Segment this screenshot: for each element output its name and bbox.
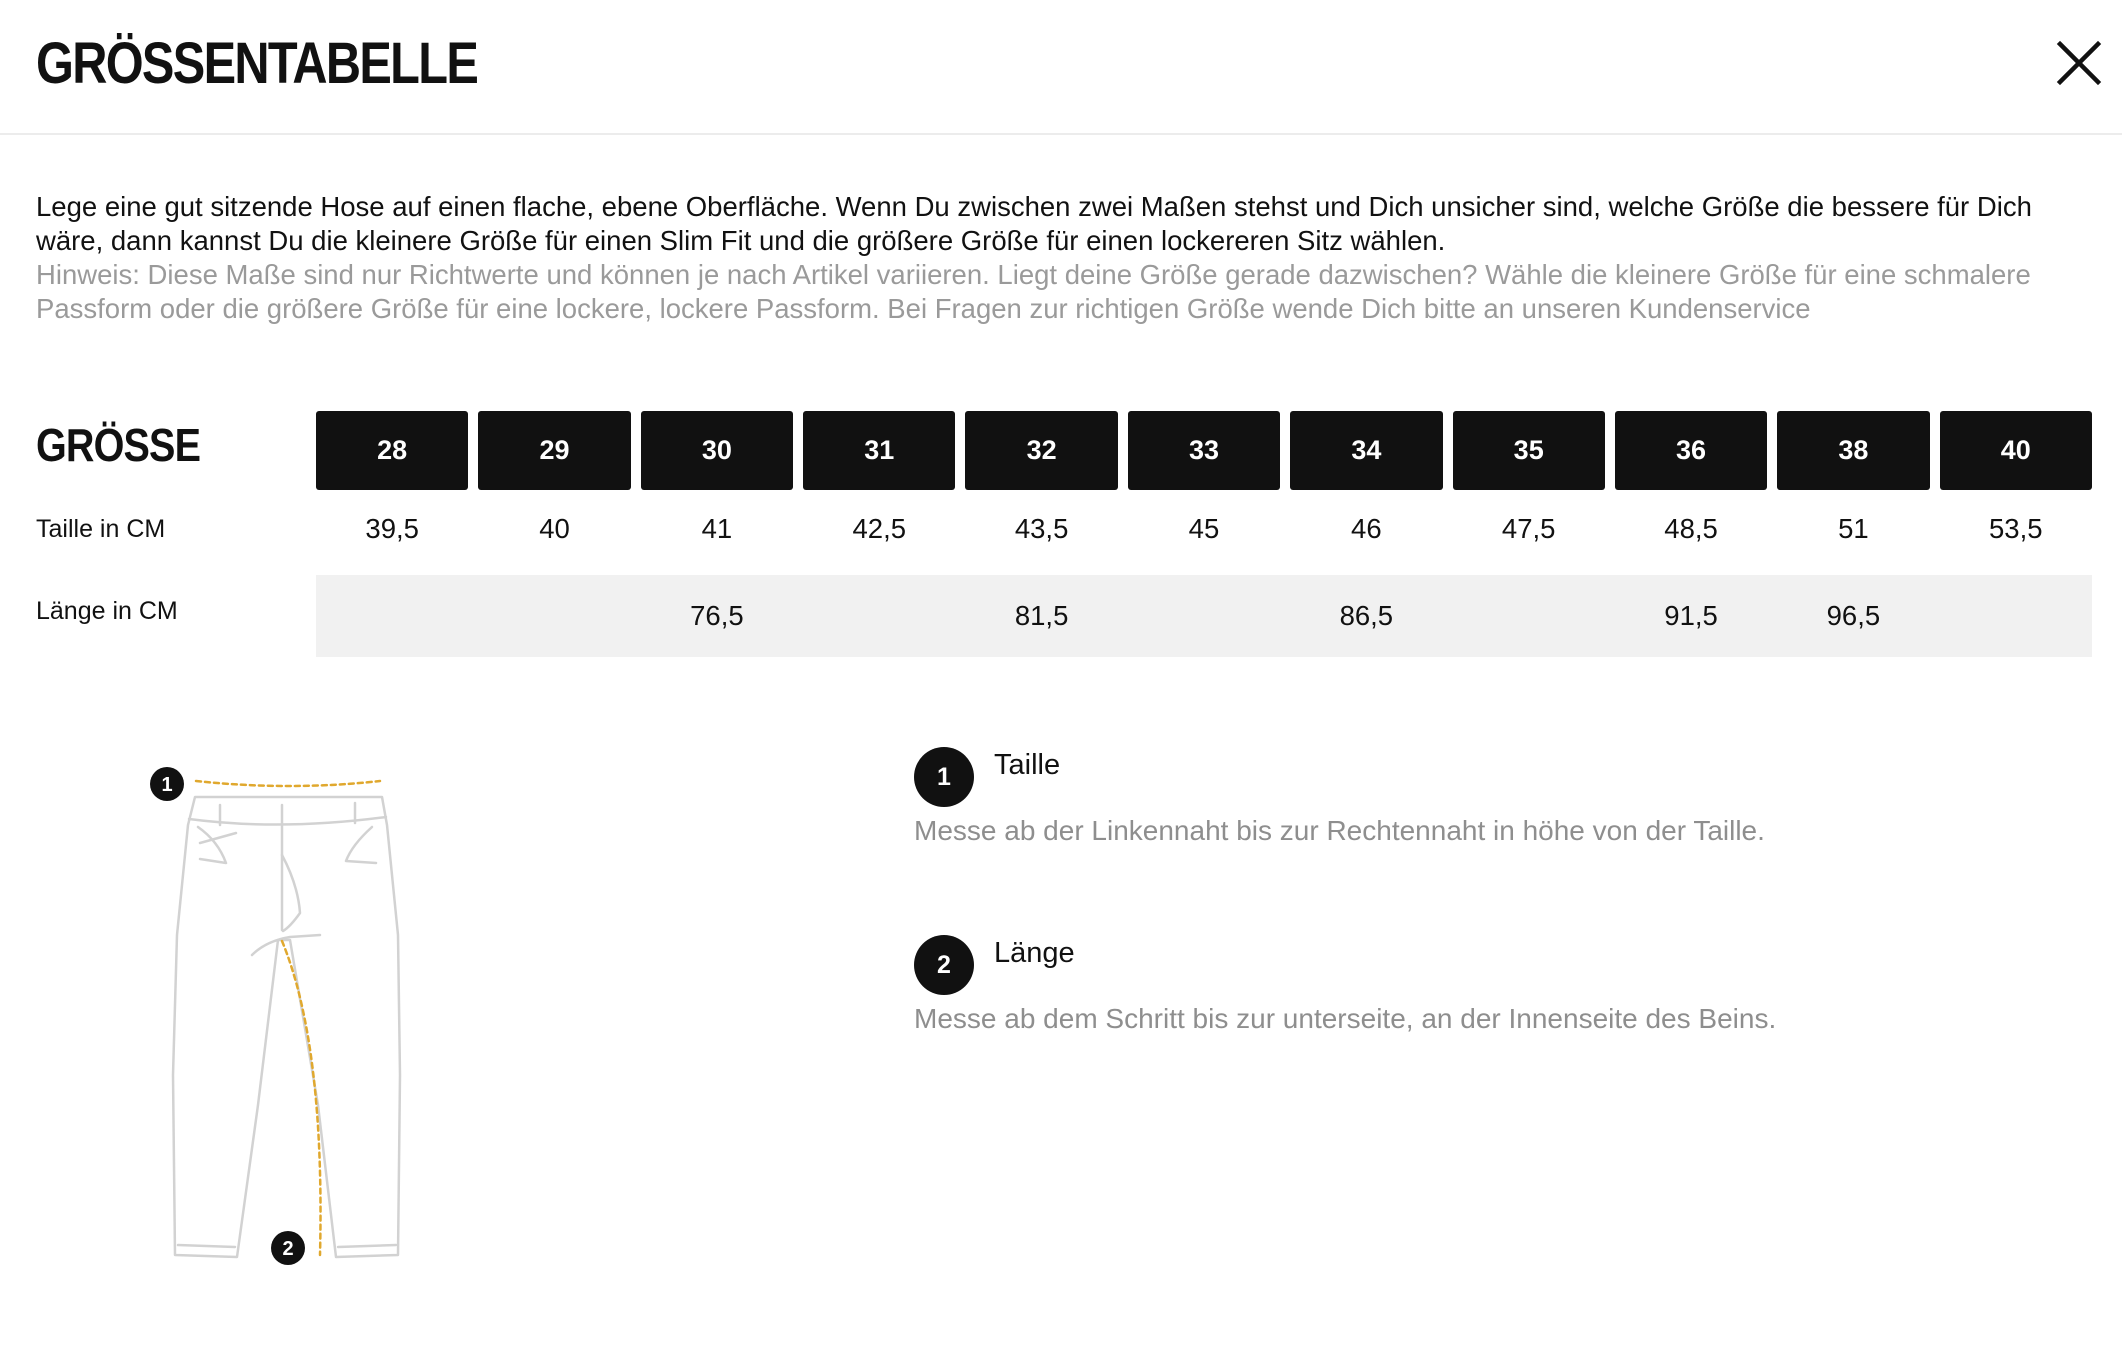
size-cell-31: 31 [803,411,955,490]
intro-text [36,190,2096,326]
table-cell [316,575,468,657]
waist-guide-line [196,781,380,786]
table-cell: 51 [1838,513,1869,544]
waist-row [316,488,2092,570]
svg-text:2: 2 [282,1238,294,1260]
length-guide-line [282,941,321,1255]
table-cell: 43,5 [1014,513,1069,544]
size-cell-36: 36 [1615,411,1767,490]
size-cell-30: 30 [641,411,793,490]
size-cell-34: 34 [1290,411,1442,490]
table-cell [1128,575,1280,657]
modal-header [0,0,2122,135]
jeans-measurement-illustration [140,745,440,1275]
size-cell-29: 29 [478,411,630,490]
table-cell: 40 [539,513,570,544]
table-cell: 46 [1351,513,1382,544]
length-row-label: Länge in CM [36,597,178,625]
intro-lead: Lege eine gut sitzende Hose auf einen flache, ebene Oberfläche. Wenn Du zwischen zwei Maßen stehst und Dich unsicher sind, welche Größe die bessere für Dich wäre, dann kannst Du die kleinere Größe für einen Slim Fit und die größere Größe für einen lockereren Sitz wählen. [36,191,2032,256]
table-cell: 81,5 [1014,600,1069,631]
table-cell: 48,5 [1664,513,1718,544]
length-marker [271,1231,305,1265]
size-cell-38: 38 [1777,411,1929,490]
close-button[interactable] [2052,36,2106,90]
length-instruction [914,931,2064,1035]
size-heading: GRÖSSE [36,419,201,471]
waist-row-label: Taille in CM [36,515,166,543]
table-cell [803,575,955,657]
size-cell-35: 35 [1453,411,1605,490]
length-description: Messe ab dem Schritt bis zur unterseite, an der Innenseite des Beins. [914,1003,1777,1034]
number-badge-2: 2 [914,935,974,995]
size-cell-32: 32 [965,411,1117,490]
table-cell: 42,5 [852,513,907,544]
table-cell: 86,5 [1339,600,1394,631]
table-cell: 76,5 [690,600,744,631]
jeans-icon [140,745,440,1275]
table-cell [1453,575,1605,657]
waist-description: Messe ab der Linkennaht bis zur Rechtennaht in höhe von der Taille. [914,815,1765,846]
length-title: Länge [994,936,1075,969]
table-cell: 96,5 [1826,600,1881,631]
table-cell: 47,5 [1501,513,1556,544]
table-cell: 39,5 [365,513,419,544]
waist-marker [150,767,184,801]
size-cell-40: 40 [1940,411,2092,490]
intro-hint: Hinweis: Diese Maße sind nur Richtwerte und können je nach Artikel variieren. Liegt deine Größe gerade dazwischen? Wähle die kleinere Größe für eine schmalere Passform oder die größere Größe für eine lockere, lockere Passform. Bei Fragen zur richtigen Größe wende Dich bitte an unseren Kundenservice [36,259,2031,324]
number-badge-1: 1 [914,747,974,807]
close-icon [2052,36,2106,90]
page-title: GRÖSSENTABELLE [36,31,478,96]
size-header-row [316,411,2092,490]
table-cell: 91,5 [1664,600,1718,631]
table-cell: 45 [1188,513,1220,544]
table-cell [1940,575,2092,657]
size-cell-28: 28 [316,411,468,490]
waist-instruction [914,743,2064,847]
waist-title: Taille [994,748,1061,781]
svg-text:1: 1 [161,774,173,796]
table-cell: 53,5 [1989,513,2043,544]
table-cell [478,575,630,657]
size-cell-33: 33 [1128,411,1280,490]
length-row [316,575,2092,657]
table-cell: 41 [701,513,733,544]
